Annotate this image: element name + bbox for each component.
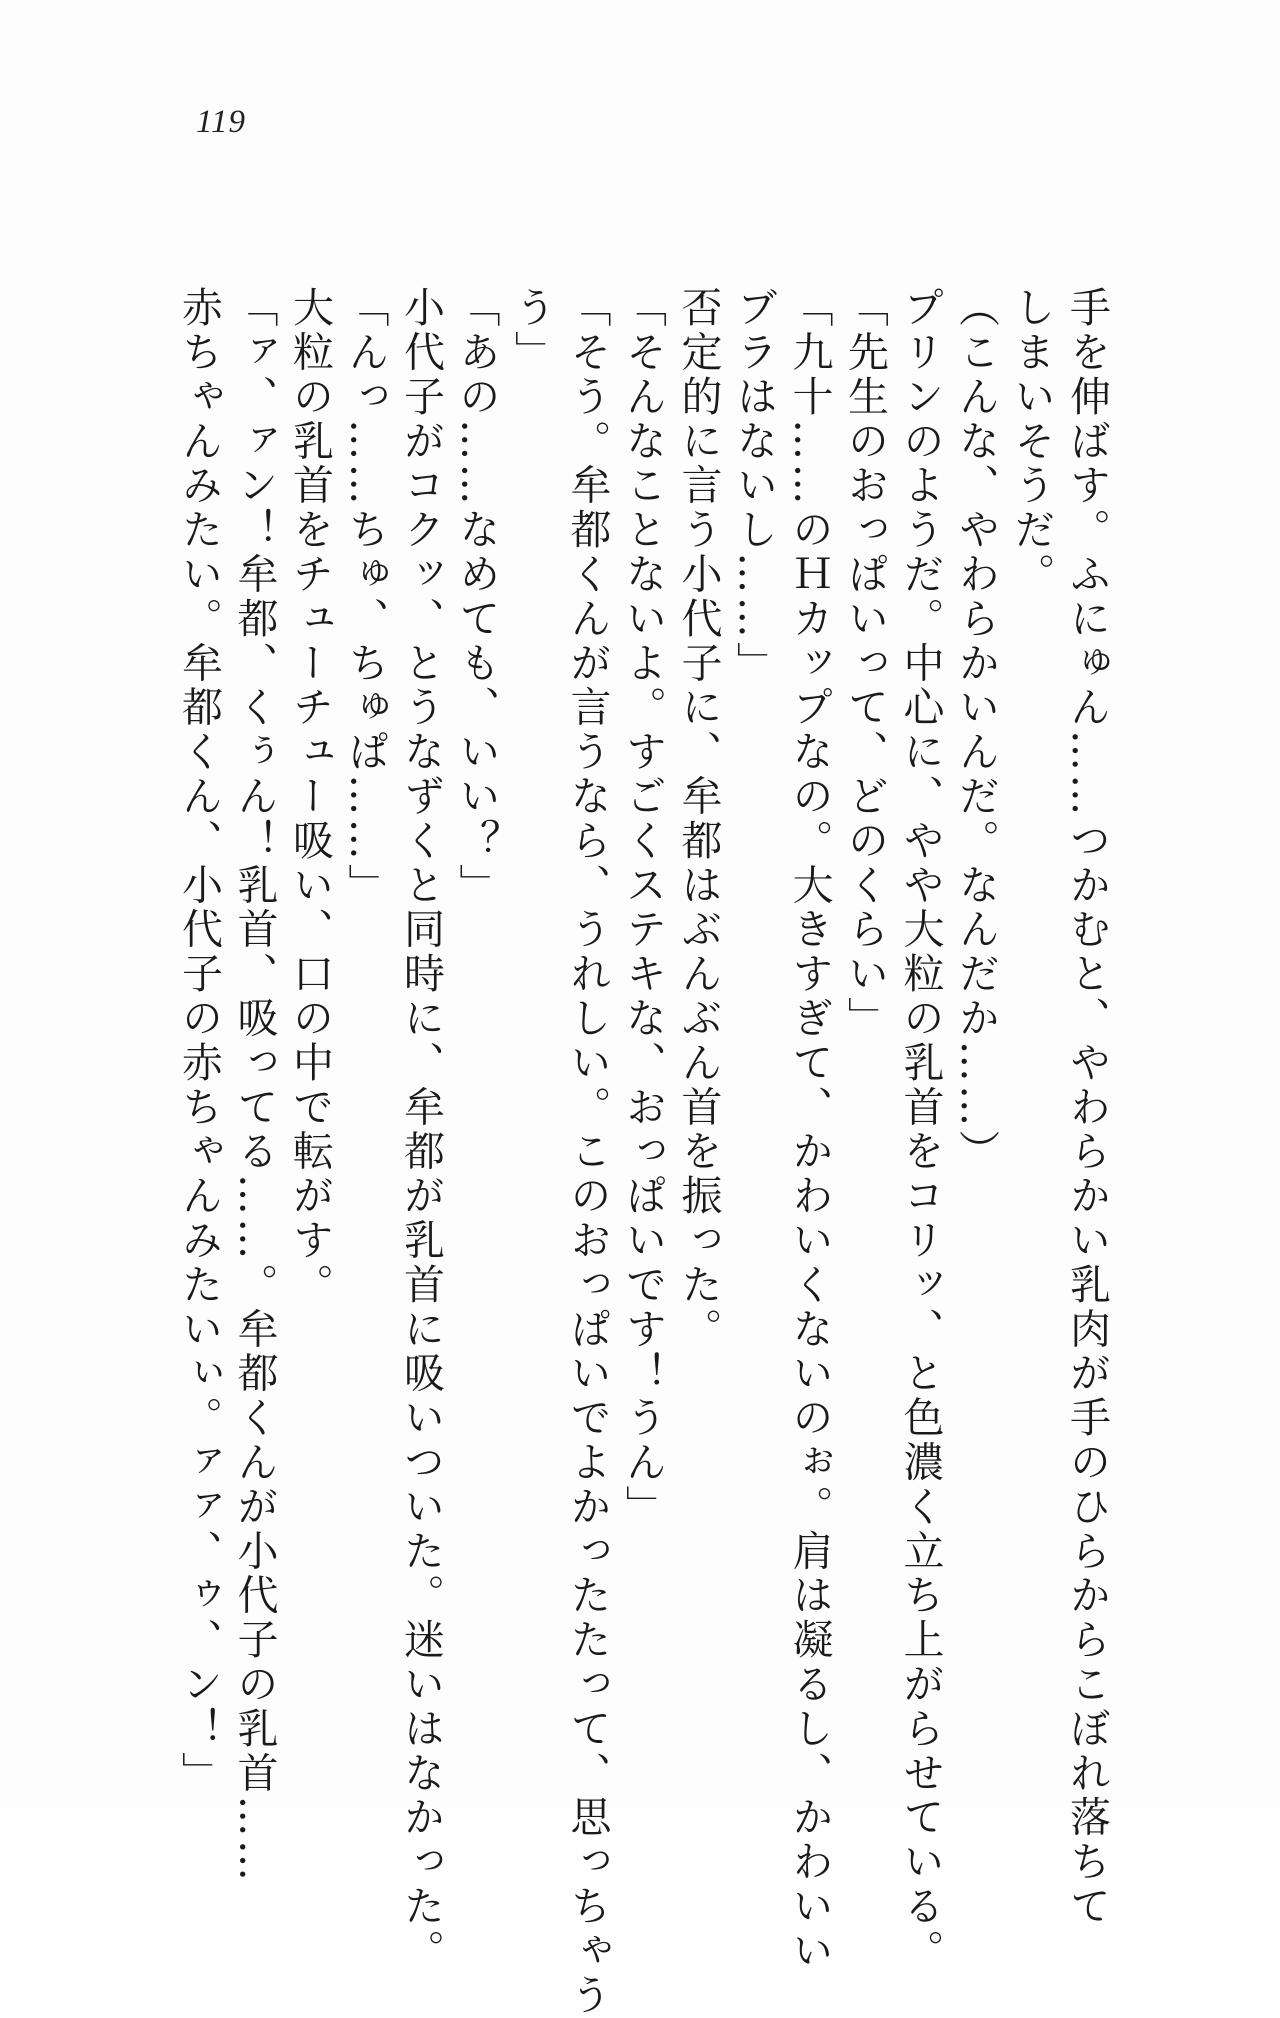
vertical-body-text [171, 286, 1115, 2018]
text-line: 「九十……のＨカップなの。大きすぎて、かわいくないのぉ。肩は凝るし、かわいい [785, 286, 834, 1974]
text-line: 「あの……なめても、いい？」 [452, 286, 501, 908]
text-line: プリンのようだ。中心に、やや大粒の乳首をコリッ、と色濃く立ち上がらせている。 [896, 286, 945, 1974]
text-line: 赤ちゃんみたい。牟都くん、小代子の赤ちゃんみたいぃ。ァァ、ゥ、ン！」 [175, 286, 223, 1796]
text-line: しまいそうだ。 [1007, 286, 1056, 597]
text-line: 「そんなことないよ。すごくステキな、おっぱいです！うん」 [619, 286, 667, 1530]
text-line: 手を伸ばす。ふにゅん……つかむと、やわらかい乳肉が手のひらからこぼれ落ちて [1063, 286, 1111, 1929]
text-line: 小代子がコクッ、とうなずくと同時に、牟都が乳首に吸いついた。迷いはなかった。 [397, 286, 445, 1974]
text-line: 「そう。牟都くんが言うなら、うれしい。このおっぱいでよかったたって、思っちゃう [563, 286, 612, 2018]
text-line: ブラはないし……」 [730, 286, 778, 686]
text-line: 大粒の乳首をチューチュー吸い、口の中で転がす。 [286, 286, 334, 1308]
text-line: 否定的に言う小代子に、牟都はぶんぶん首を振った。 [674, 286, 723, 1352]
text-line: う」 [508, 286, 556, 375]
page-number: 119 [196, 104, 247, 140]
text-line: 「んっ……ちゅ、ちゅぱ……」 [341, 286, 390, 908]
text-line: 「ァ、ァン！牟都、くぅん！乳首、吸ってる……。牟都くんが小代子の乳首…… [230, 286, 279, 1885]
text-line: 「先生のおっぱいって、どのくらい」 [841, 286, 889, 1041]
text-line: （こんな、やわらかいんだ。なんだか……） [952, 286, 1000, 1174]
